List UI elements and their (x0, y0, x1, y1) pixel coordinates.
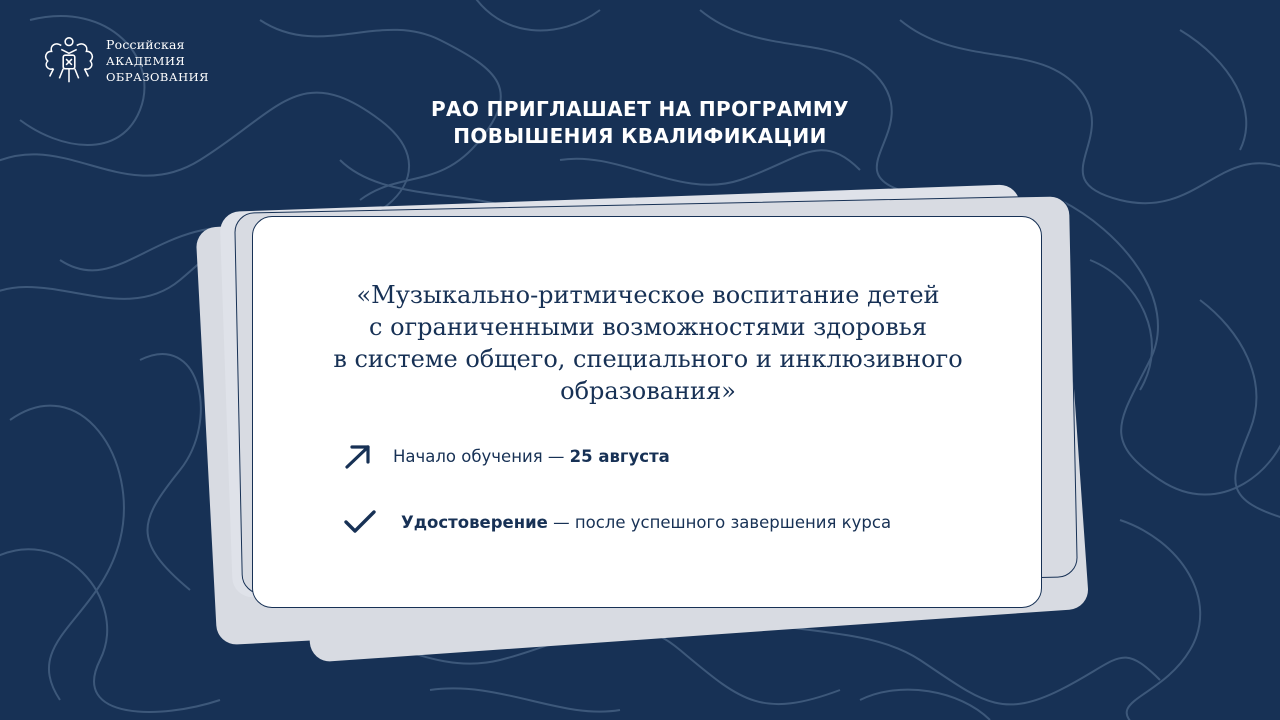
headline-line-2: ПОВЫШЕНИЯ КВАЛИФИКАЦИИ (453, 124, 827, 148)
rao-logo (40, 32, 209, 90)
start-date-label: Начало обучения — (393, 446, 570, 466)
course-title-line: в системе общего, специального и инклюзивного (333, 345, 963, 373)
start-date-value: 25 августа (569, 446, 670, 466)
course-title-line: «Музыкально-ритмическое воспитание детей (356, 281, 940, 309)
course-title (253, 279, 1043, 407)
logo-line-1: Российская (106, 37, 185, 52)
certificate-text: — после успешного завершения курса (547, 512, 892, 532)
logo-wordmark (106, 37, 209, 85)
certificate-row (343, 507, 891, 537)
course-card (252, 216, 1042, 608)
headline-line-1: РАО ПРИГЛАШАЕТ НА ПРОГРАММУ (430, 97, 849, 121)
start-date-row (341, 441, 670, 471)
logo-line-3: ОБРАЗОВАНИЯ (106, 70, 209, 84)
headline (0, 96, 1280, 150)
arrow-up-right-icon (341, 441, 375, 471)
double-headed-eagle-icon (40, 32, 98, 90)
certificate-label: Удостоверение (401, 512, 548, 532)
checkmark-icon (343, 507, 377, 537)
course-title-line: с ограниченными возможностями здоровья (369, 313, 927, 341)
logo-line-2: АКАДЕМИЯ (106, 54, 186, 68)
course-title-line: образования» (560, 377, 736, 405)
